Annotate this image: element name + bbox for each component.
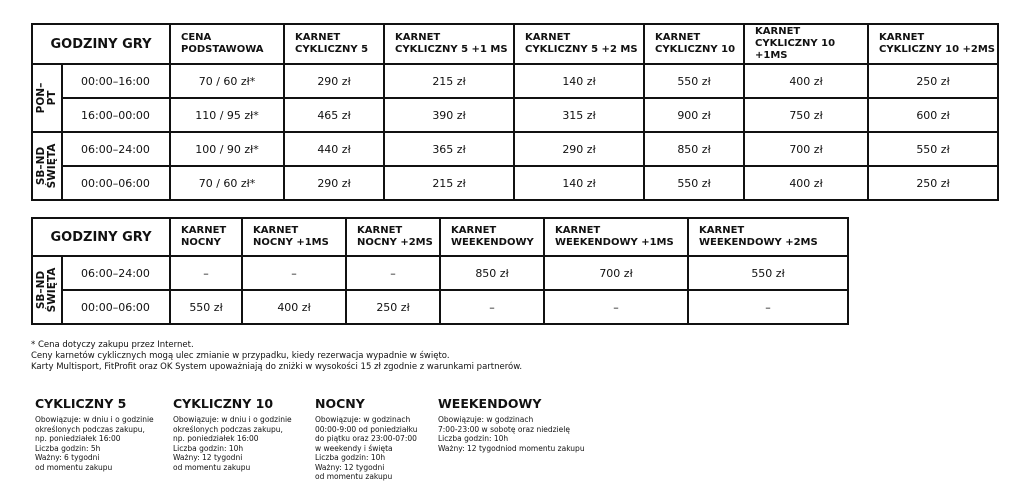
price-cell: – — [242, 256, 346, 290]
footnote-holiday: Ceny karnetów cyklicznych mogą ulec zmianie w przypadku, kiedy rezerwacja wypadnie w święto. — [31, 351, 450, 361]
table-header-row — [32, 24, 998, 64]
header-cyclic-5: KARNET CYKLICZNY 5 — [284, 24, 384, 64]
price-cell: 400 zł — [242, 290, 346, 324]
price-cell: 315 zł — [514, 98, 644, 132]
price-cell: 465 zł — [284, 98, 384, 132]
day-label-weekend: SB–ND ŚWIĘTA — [32, 132, 62, 200]
price-cell: 700 zł — [744, 132, 868, 166]
time-cell: 00:00–16:00 — [62, 64, 170, 98]
price-cell: 390 zł — [384, 98, 514, 132]
time-cell: 00:00–06:00 — [62, 166, 170, 200]
price-table-cyclic — [31, 23, 999, 201]
price-cell: 70 / 60 zł* — [170, 64, 284, 98]
plan-weekend — [438, 396, 585, 453]
plan-text: Obowiązuje: w godzinach 7:00-23:00 w sobotę oraz niedzielę Liczba godzin: 10h Ważny: 12 tygodniod momentu zakupu — [438, 415, 585, 453]
price-cell: 550 zł — [868, 132, 998, 166]
price-cell: – — [170, 256, 242, 290]
price-cell: 550 zł — [644, 166, 744, 200]
price-cell: 550 zł — [688, 256, 848, 290]
price-cell: 215 zł — [384, 64, 514, 98]
price-cell: 400 zł — [744, 166, 868, 200]
price-cell: – — [440, 290, 544, 324]
time-cell: 00:00–06:00 — [62, 290, 170, 324]
price-cell: 600 zł — [868, 98, 998, 132]
header-cyclic-5-1ms: KARNET CYKLICZNY 5 +1 MS — [384, 24, 514, 64]
price-cell: 850 zł — [644, 132, 744, 166]
header-hours: GODZINY GRY — [32, 218, 170, 256]
plan-cyclic-5 — [35, 396, 154, 472]
price-cell: – — [346, 256, 440, 290]
footnote-partners: Karty Multisport, FitProfit oraz OK System upoważniają do zniżki w wysokości 15 zł zgodnie z warunkami partnerów. — [31, 362, 523, 372]
table-row — [32, 290, 848, 324]
footnotes — [31, 340, 522, 373]
price-cell: 750 zł — [744, 98, 868, 132]
price-cell: 70 / 60 zł* — [170, 166, 284, 200]
price-cell: – — [688, 290, 848, 324]
header-cyclic-10-2ms: KARNET CYKLICZNY 10 +2MS — [868, 24, 998, 64]
price-cell: – — [544, 290, 688, 324]
price-cell: 110 / 95 zł* — [170, 98, 284, 132]
price-cell: 550 zł — [644, 64, 744, 98]
time-cell: 16:00–00:00 — [62, 98, 170, 132]
plan-title: WEEKENDOWY — [438, 396, 542, 411]
header-weekend-1ms: KARNET WEEKENDOWY +1MS — [544, 218, 688, 256]
price-table-night-weekend — [31, 217, 849, 325]
price-cell: 290 zł — [284, 64, 384, 98]
header-night: KARNET NOCNY — [170, 218, 242, 256]
header-cyclic-10-1ms: KARNET CYKLICZNY 10 +1MS — [744, 24, 868, 64]
time-cell: 06:00–24:00 — [62, 132, 170, 166]
header-night-2ms: KARNET NOCNY +2MS — [346, 218, 440, 256]
footnote-internet: * Cena dotyczy zakupu przez Internet. — [31, 340, 194, 350]
price-cell: 140 zł — [514, 64, 644, 98]
table-row — [32, 98, 998, 132]
price-cell: 140 zł — [514, 166, 644, 200]
plan-text: Obowiązuje: w dniu i o godzinie określonych podczas zakupu, np. poniedziałek 16:00 Liczba godzin: 5h Ważny: 6 tygodni od momentu zakupu — [35, 415, 154, 472]
price-cell: 290 zł — [284, 166, 384, 200]
plan-title: CYKLICZNY 10 — [173, 396, 274, 411]
day-label-weekend: SB–ND ŚWIĘTA — [32, 256, 62, 324]
table-row — [32, 64, 998, 98]
price-cell: 290 zł — [514, 132, 644, 166]
header-weekend: KARNET WEEKENDOWY — [440, 218, 544, 256]
header-base-price: CENA PODSTAWOWA — [170, 24, 284, 64]
plan-title: NOCNY — [315, 396, 365, 411]
plan-text: Obowiązuje: w godzinach 00:00-9:00 od poniedziałku do piątku oraz 23:00-07:00 w weekendy i święta Liczba godzin: 10h Ważny: 12 tygodni od momentu zakupu — [315, 415, 418, 481]
table-row — [32, 132, 998, 166]
price-cell: 250 zł — [346, 290, 440, 324]
price-cell: 900 zł — [644, 98, 744, 132]
table-header-row — [32, 218, 848, 256]
plan-text: Obowiązuje: w dniu i o godzinie określonych podczas zakupu, np. poniedziałek 16:00 Liczba godzin: 10h Ważny: 12 tygodni od momentu zakupu — [173, 415, 292, 472]
price-cell: 365 zł — [384, 132, 514, 166]
table-row — [32, 256, 848, 290]
price-cell: 400 zł — [744, 64, 868, 98]
price-cell: 215 zł — [384, 166, 514, 200]
plan-cyclic-10 — [173, 396, 292, 472]
header-weekend-2ms: KARNET WEEKENDOWY +2MS — [688, 218, 848, 256]
price-cell: 440 zł — [284, 132, 384, 166]
price-cell: 100 / 90 zł* — [170, 132, 284, 166]
day-label-weekday: PON–PT — [32, 64, 62, 132]
table-row — [32, 166, 998, 200]
plan-night — [315, 396, 417, 482]
header-cyclic-10: KARNET CYKLICZNY 10 — [644, 24, 744, 64]
header-cyclic-5-2ms: KARNET CYKLICZNY 5 +2 MS — [514, 24, 644, 64]
price-cell: 850 zł — [440, 256, 544, 290]
plan-title: CYKLICZNY 5 — [35, 396, 127, 411]
price-cell: 250 zł — [868, 64, 998, 98]
price-cell: 550 zł — [170, 290, 242, 324]
price-cell: 250 zł — [868, 166, 998, 200]
time-cell: 06:00–24:00 — [62, 256, 170, 290]
price-cell: 700 zł — [544, 256, 688, 290]
header-hours: GODZINY GRY — [32, 24, 170, 64]
header-night-1ms: KARNET NOCNY +1MS — [242, 218, 346, 256]
